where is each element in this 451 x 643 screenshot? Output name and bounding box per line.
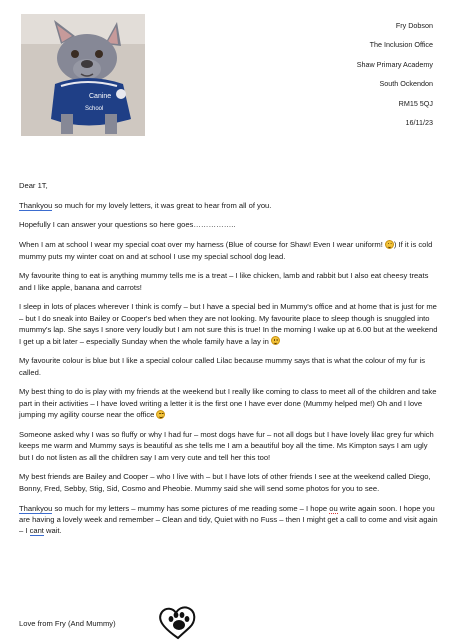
- paragraph-4: My favourite thing to eat is anything mummy tells me is a treat – I like chicken, lamb and rabbit but I also eat cheesy treats and I like apple, banana and carrots!: [19, 271, 429, 292]
- paragraph-text: ) If it is cold mummy puts my winter coat on and at school I use my special school dog lead.: [19, 240, 433, 261]
- sender-name: Fry Dobson: [395, 21, 433, 30]
- letter-date: 16/11/23: [405, 118, 433, 128]
- paragraph-text: I sleep in lots of places wherever I think is comfy – but I have a special bed in Mummy's office and at home that is just for me – but I do sneak into Bailey or Cooper's bed when they are not looking. My favourite place to sleep though is snuggled into mummy's lap. She says I snore very loudly but I am not sure this is true! In the morning I wake up at 6.00 but at the weekend I get up a bit later – especially Sunday when the whole family have a lay in: [19, 302, 438, 346]
- dog-illustration: [21, 14, 145, 136]
- smiley-emoji-icon: [271, 336, 280, 345]
- coat-text-2: School: [85, 106, 104, 112]
- address-line-1: The Inclusion Office: [369, 40, 433, 50]
- paragraph-text: so much for my letters – mummy has some pictures of me reading some – I hope: [52, 503, 330, 513]
- spell-underline-word: Thankyou: [19, 200, 53, 210]
- coat-text-1: Canine: [89, 93, 112, 100]
- paragraph-3: [19, 239, 440, 262]
- address-line-2: Shaw Primary Academy: [356, 59, 433, 69]
- spell-underline-word: Thankyou: [19, 503, 53, 513]
- paragraph-5: [19, 301, 440, 347]
- paw-heart-icon: [156, 605, 200, 641]
- signoff: Love from Fry (And Mummy): [19, 619, 116, 628]
- dog-photo: [21, 14, 145, 136]
- spell-underline-word: cant: [29, 526, 44, 536]
- greeting: Dear 1T,: [19, 181, 48, 190]
- paragraph-text: wait.: [43, 526, 62, 536]
- paragraph-text: When I am at school I wear my special coat over my harness (Blue of course for Shaw! Even I wear uniform!: [19, 240, 385, 250]
- paragraph-text: My best thing to do is play with my friends at the weekend but I really like coming to class to meet all of the children and take part in their activities – I have loved writing a letter it is the first one I have ever done (Mummy helped me!) Oh and I love jumping my agility course near the office: [19, 387, 437, 420]
- paragraph-6: My favourite colour is blue but I like a special colour called Lilac because mummy says that is what the colour of my fur is called.: [19, 356, 426, 377]
- paragraph-2: Hopefully I can answer your questions so here goes……………..: [19, 220, 236, 230]
- paragraph-9: My best friends are Bailey and Cooper – who I live with – but I have lots of other friends I see at the weekend called Diego, Bonny, Fred, Sebby, Stig, Sid, Cosmo and Pheobie. Mummy said she will send some photos for you to see.: [19, 472, 431, 493]
- paragraph-8: Someone asked why I was so fluffy or why I had fur – most dogs have fur – not all dogs but I have lovely lilac grey fur which keeps me warm and Mummy says is beautiful as she tells me I am a beautiful boy all the time. Ms Kimpton says I am ugly but I do not listen as all the children say I am very cute and tell her this too!: [19, 429, 434, 462]
- spell-error-word: ou: [329, 503, 338, 513]
- paragraph-text: so much for my lovely letters, it was great to hear from all of you.: [52, 200, 272, 210]
- address-block: [253, 16, 433, 132]
- paragraph-10: [19, 503, 440, 537]
- paragraph-text: write again soon. I hope you are having a lovely week and remember – Clean and tidy, Quiet with no Fuss – then I might get a call to come and visit again – I: [19, 503, 438, 536]
- address-postcode: RM15 5QJ: [398, 98, 433, 108]
- smiley-emoji-icon: [156, 410, 165, 419]
- address-line-3: South Ockendon: [379, 79, 433, 89]
- letter-body: [19, 180, 440, 545]
- paragraph-7: [19, 386, 440, 420]
- smiley-emoji-icon: [385, 240, 394, 249]
- paragraph-1: [19, 200, 440, 211]
